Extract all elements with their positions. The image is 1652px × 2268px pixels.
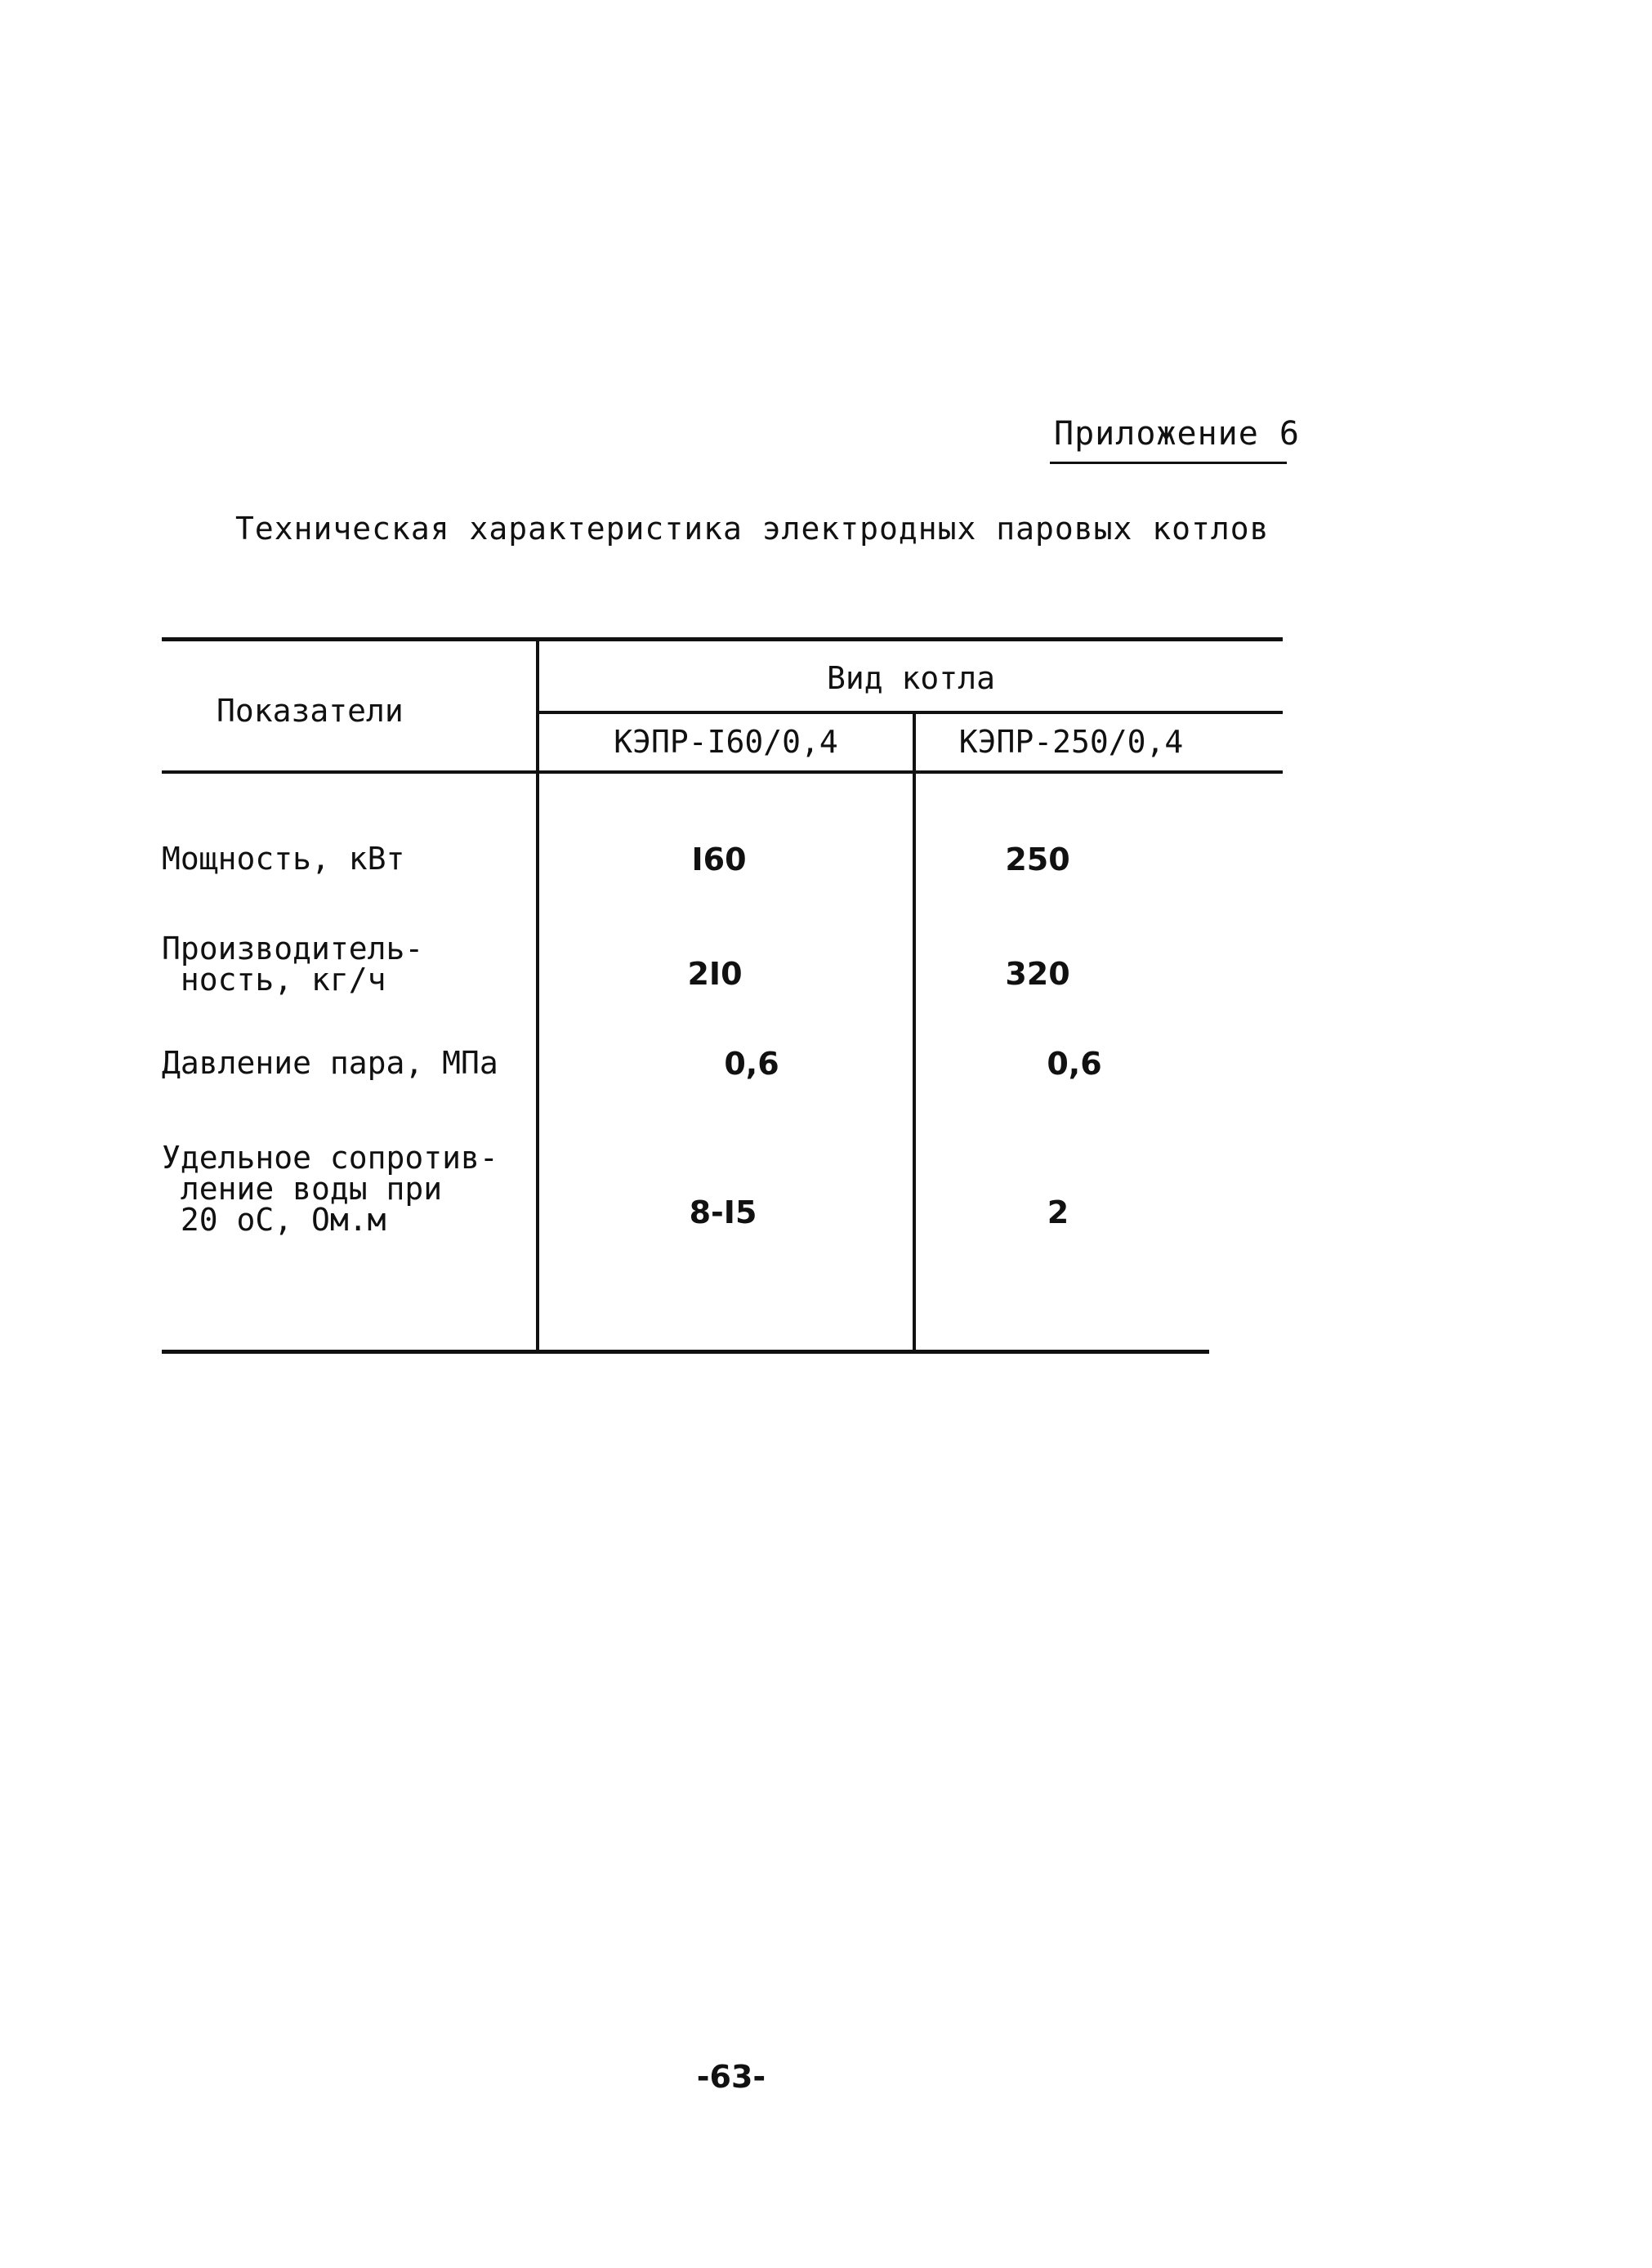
cell-pressure-col2: 0,6 <box>1047 1046 1102 1082</box>
cell-power-col2: 250 <box>1005 842 1070 877</box>
row-label-capacity <box>162 931 424 998</box>
group-header-rule <box>539 711 1283 714</box>
page-number: -63- <box>696 2059 766 2095</box>
cell-power-col1: I60 <box>691 842 747 877</box>
row-label-line: Давление пара, МПа <box>162 1045 498 1081</box>
appendix-underline <box>1050 462 1287 464</box>
row-label-line: ность, кг/ч <box>162 962 386 998</box>
row-label-pressure <box>162 1045 498 1081</box>
cell-capacity-col2: 320 <box>1005 956 1070 992</box>
cell-capacity-col1: 2I0 <box>687 956 743 992</box>
appendix-label: Приложение 6 <box>1054 415 1300 453</box>
row-header: Показатели <box>217 693 404 729</box>
column-divider-2 <box>913 711 916 1354</box>
cell-resistivity-col2: 2 <box>1047 1194 1069 1230</box>
table-top-rule <box>162 637 1283 641</box>
group-header: Вид котла <box>827 660 995 696</box>
row-label-power <box>162 841 405 877</box>
row-label-line: Мощность, кВт <box>162 841 405 877</box>
row-label-line: Удельное сопротив- <box>162 1140 498 1176</box>
document-title: Техническая характеристика электродных паровых котлов <box>235 511 1270 547</box>
column-header-2: КЭПР-250/0,4 <box>958 724 1184 760</box>
row-label-line: 20 оС, Ом.м <box>162 1202 386 1238</box>
row-label-resistivity <box>162 1140 498 1238</box>
cell-pressure-col1: 0,6 <box>724 1046 779 1082</box>
row-label-line: Производитель- <box>162 931 424 967</box>
column-header-1: КЭПР-I60/0,4 <box>614 724 838 760</box>
row-label-line: ление воды при <box>162 1171 443 1207</box>
table-bottom-rule <box>162 1350 1209 1354</box>
header-bottom-rule <box>162 770 1283 774</box>
cell-resistivity-col1: 8-I5 <box>689 1194 757 1230</box>
